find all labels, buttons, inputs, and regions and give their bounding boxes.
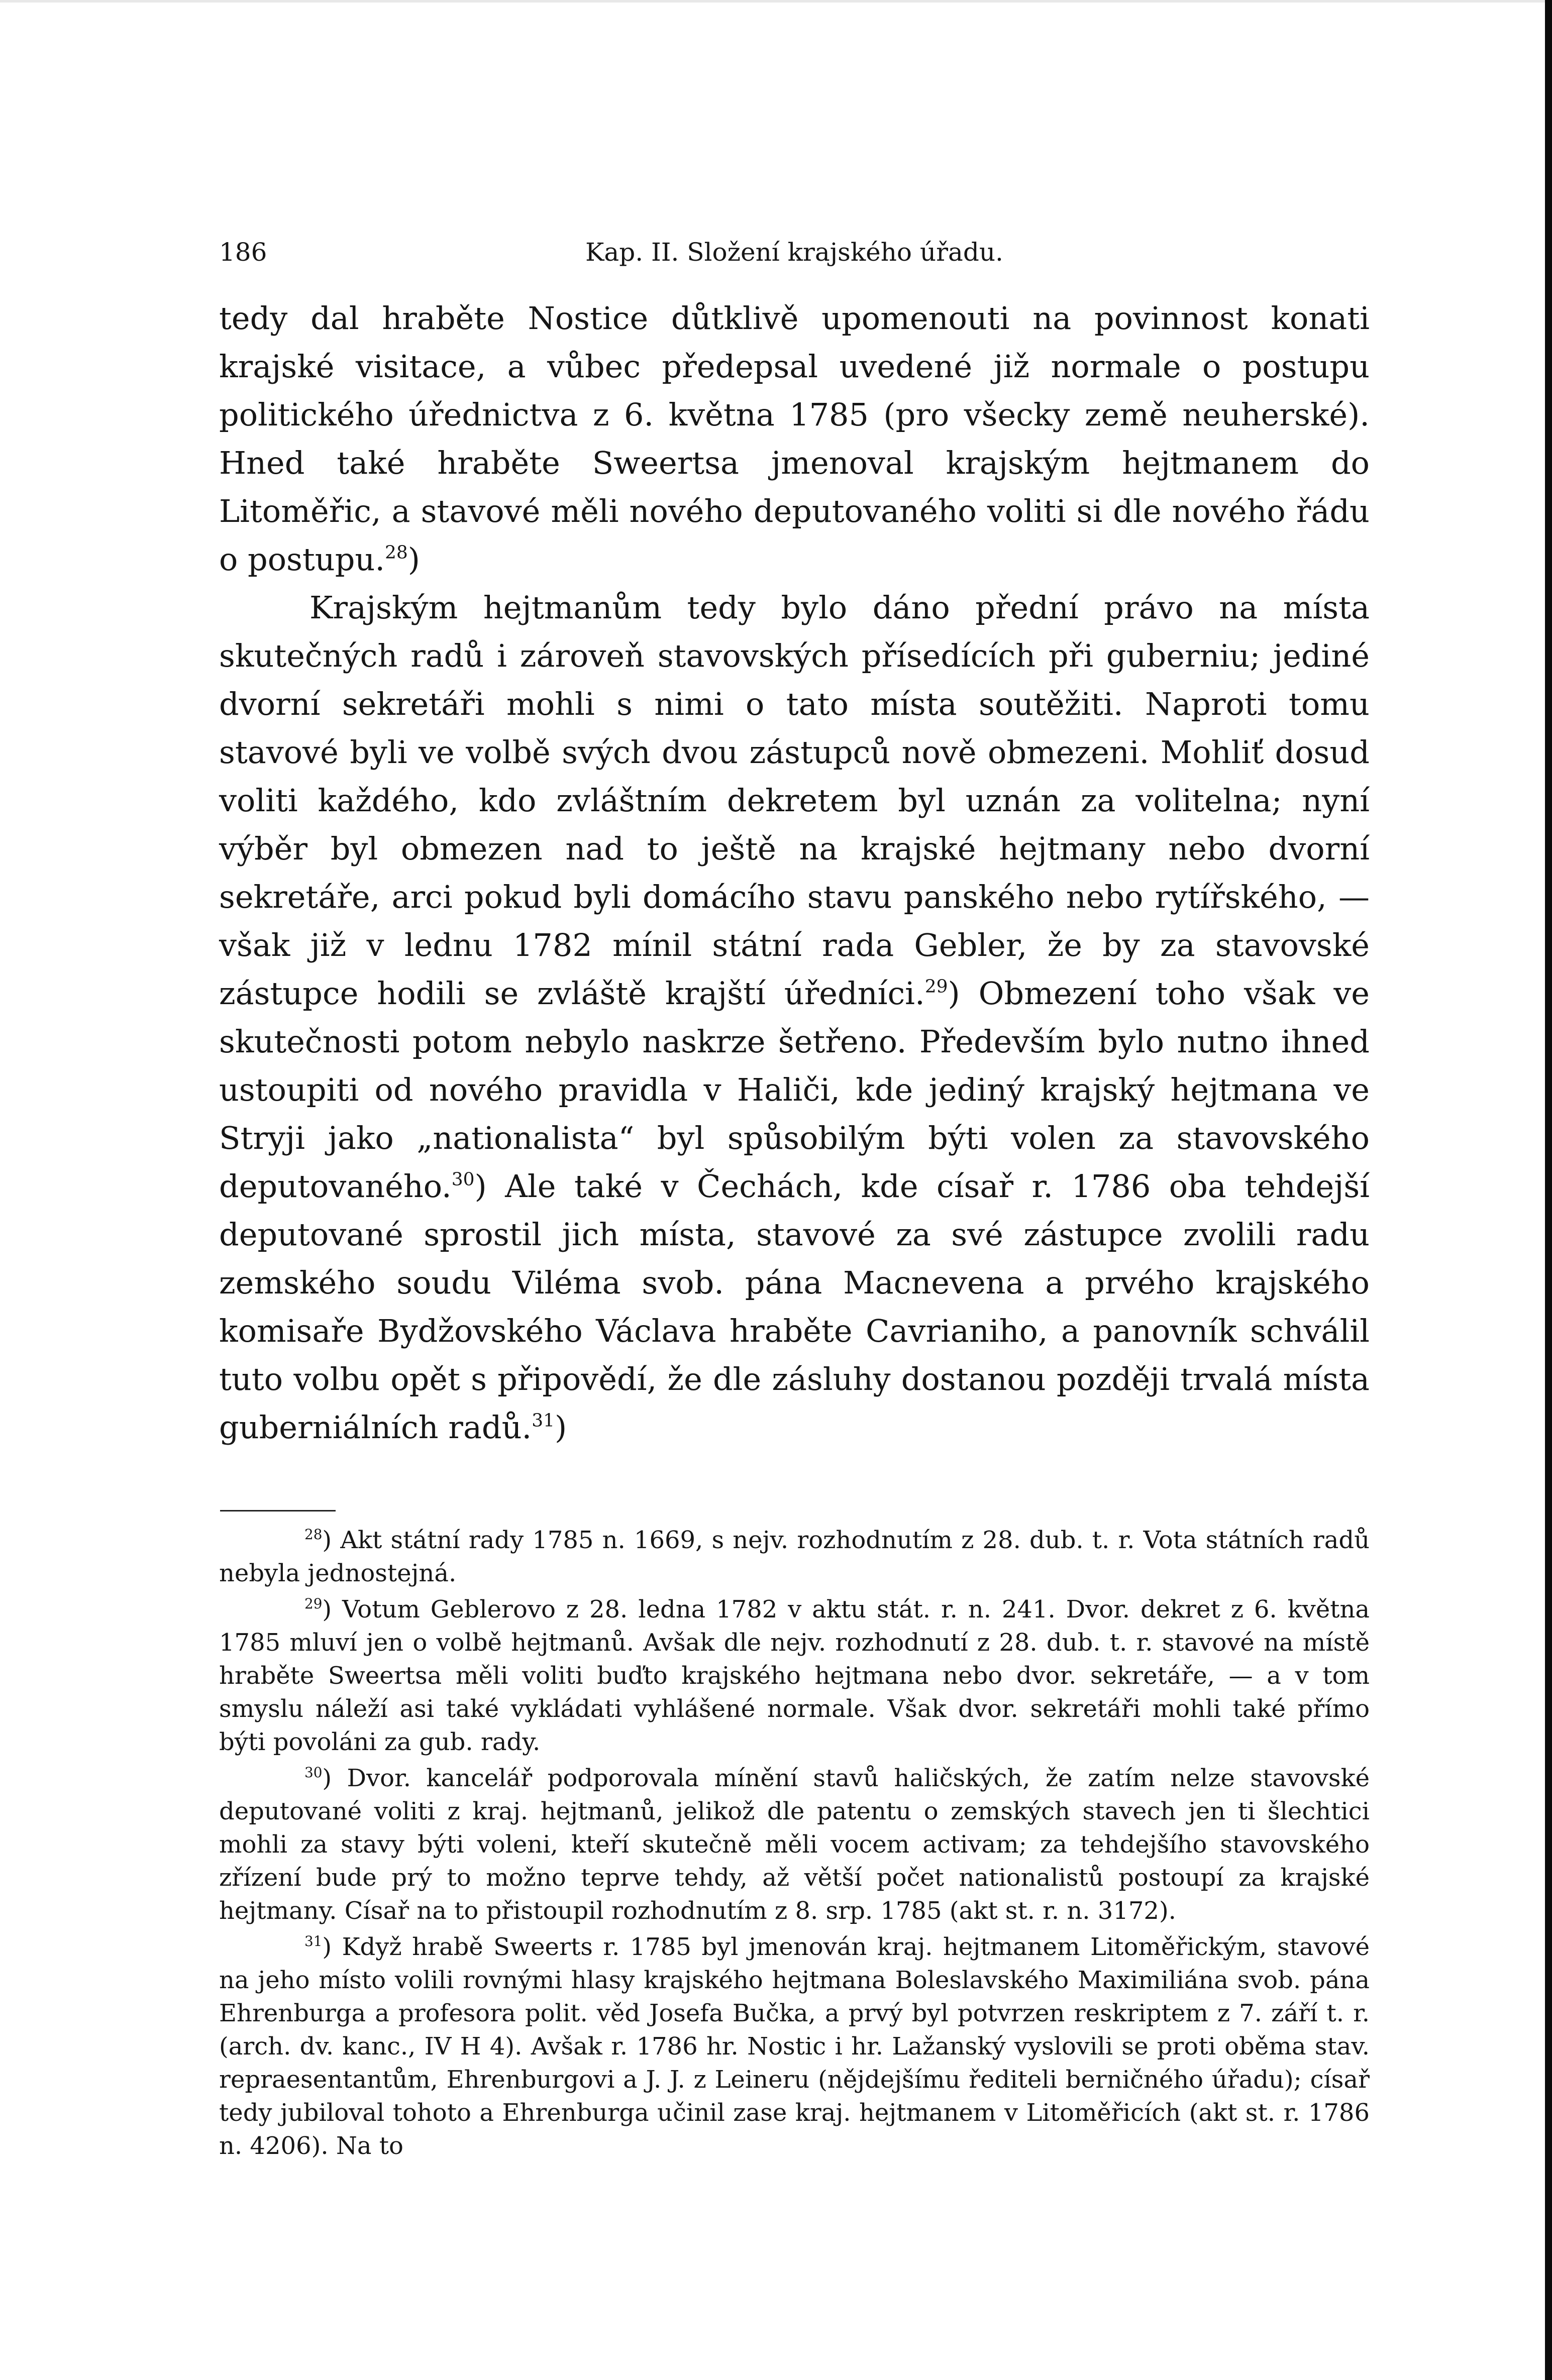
footnotes	[219, 1524, 1370, 2162]
footnote-mark: 28	[304, 1526, 323, 1543]
footnote-31	[219, 1930, 1370, 2162]
footnote-ref-30: 30	[451, 1169, 475, 1190]
footnote-28	[219, 1524, 1370, 1590]
footnote-30	[219, 1762, 1370, 1927]
page-number: 186	[219, 238, 267, 267]
footnote-text: ) Votum Geblerovo z 28. ledna 1782 v aktu stát. r. n. 241. Dvor. dekret z 6. května 1785 mluví jen o volbě hejtmanů. Avšak dle nejv. rozhodnutí z 28. dub. t. r. stavové na místě hraběte Sweertsa měli voliti buďto krajského hejtmana nebo dvor. sekretáře, — a v tom smyslu náleží asi také vykládati vyhlášené normale. Však dvor. sekretáři mohli také přímo býti povoláni za gub. rady.	[219, 1595, 1370, 1756]
paragraph-1-tail: )	[407, 541, 420, 578]
footnote-ref-29: 29	[924, 976, 948, 997]
scan-top-edge	[0, 0, 1552, 3]
footnote-ref-28: 28	[385, 542, 408, 563]
footnote-29	[219, 1593, 1370, 1759]
paragraph-2	[219, 584, 1370, 1452]
footnote-separator	[220, 1510, 336, 1511]
running-header	[219, 232, 1370, 272]
footnote-mark: 31	[304, 1932, 323, 1950]
paragraph-1-text: tedy dal hraběte Nostice důtklivě upomenouti na povinnost konati krajské visitace, a vůbec předepsal uvedené již normale o postupu politického úřednictva z 6. května 1785 (pro všecky země neuherské). Hned také hraběte Sweertsa jmenoval krajským hejtmanem do Litoměřic, a stavové měli nového deputovaného voliti si dle nového řádu o postupu.	[219, 300, 1370, 578]
paragraph-2-part-2: ) Obmezení toho však ve skutečnosti potom nebylo naskrze šetřeno. Především bylo nutno ihned ustoupiti od nového pravidla v Haliči, kde jediný krajský hejtmana ve Stryji jako „nationalista“ byl spůsobilým býti volen za stavovského deputovaného.	[219, 975, 1370, 1205]
main-text	[219, 294, 1370, 1452]
book-page	[219, 232, 1370, 2166]
footnote-text: ) Když hrabě Sweerts r. 1785 byl jmenován kraj. hejtmanem Litoměřickým, stavové na jeho místo volili rovnými hlasy krajského hejtmana Boleslavského Maximiliána svob. pána Ehrenburga a profesora polit. věd Josefa Bučka, a prvý byl potvrzen reskriptem z 7. září t. r. (arch. dv. kanc., IV H 4). Avšak r. 1786 hr. Nostic i hr. Lažanský vyslovili se proti oběma stav. repraesentantům, Ehrenburgovi a J. J. z Leineru (nějdejšímu řediteli berničného úřadu); císař tedy jubiloval tohoto a Ehrenburga učinil zase kraj. hejtmanem v Litoměřicích (akt st. r. 1786 n. 4206). Na to	[219, 1933, 1370, 2160]
paragraph-2-part-4: )	[555, 1409, 567, 1446]
paragraph-2-part-3: ) Ale také v Čechách, kde císař r. 1786 oba tehdejší deputované sprostil jich místa, stavové za své zástupce zvolili radu zemského soudu Viléma svob. pána Macnevena a prvého krajského komisaře Bydžovského Václava hraběte Cavrianiho, a panovník schválil tuto volbu opět s připovědí, že dle zásluhy dostanou později trvalá místa guberniálních radů.	[219, 1168, 1370, 1446]
running-title: Kap. II. Složení krajského úřadu.	[585, 238, 1003, 267]
footnote-mark: 30	[304, 1764, 323, 1781]
footnote-text: ) Akt státní rady 1785 n. 1669, s nejv. rozhodnutím z 28. dub. t. r. Vota státních radů nebyla jednostejná.	[219, 1526, 1370, 1587]
footnote-text: ) Dvor. kancelář podporovala mínění stavů haličských, že zatím nelze stavovské deputované voliti z kraj. hejtmanů, jelikož dle patentu o zemských stavech jen ti šlechtici mohli za stavy býti voleni, kteří skutečně měli vocem activam; za tehdejšího stavovského zřízení bude prý to možno teprve tehdy, až větší počet nationalistů postoupí za krajské hejtmany. Císař na to přistoupil rozhodnutím z 8. srp. 1785 (akt st. r. n. 3172).	[219, 1764, 1370, 1925]
footnote-ref-31: 31	[532, 1410, 555, 1431]
paragraph-1	[219, 294, 1370, 584]
scan-right-edge	[1545, 0, 1552, 2380]
footnote-mark: 29	[304, 1595, 323, 1612]
paragraph-2-part-1: Krajským hejtmanům tedy bylo dáno přední právo na místa skutečných radů i zároveň stavovských přísedících při guberniu; jediné dvorní sekretáři mohli s nimi o tato místa soutěžiti. Naproti tomu stavové byli ve volbě svých dvou zástupců nově obmezeni. Mohliť dosud voliti každého, kdo zvláštním dekretem byl uznán za volitelna; nyní výběr byl obmezen nad to ještě na krajské hejtmany nebo dvorní sekretáře, arci pokud byli domácího stavu panského nebo rytířského, — však již v lednu 1782 mínil státní rada Gebler, že by za stavovské zástupce hodili se zvláště krajští úředníci.	[219, 589, 1370, 1012]
